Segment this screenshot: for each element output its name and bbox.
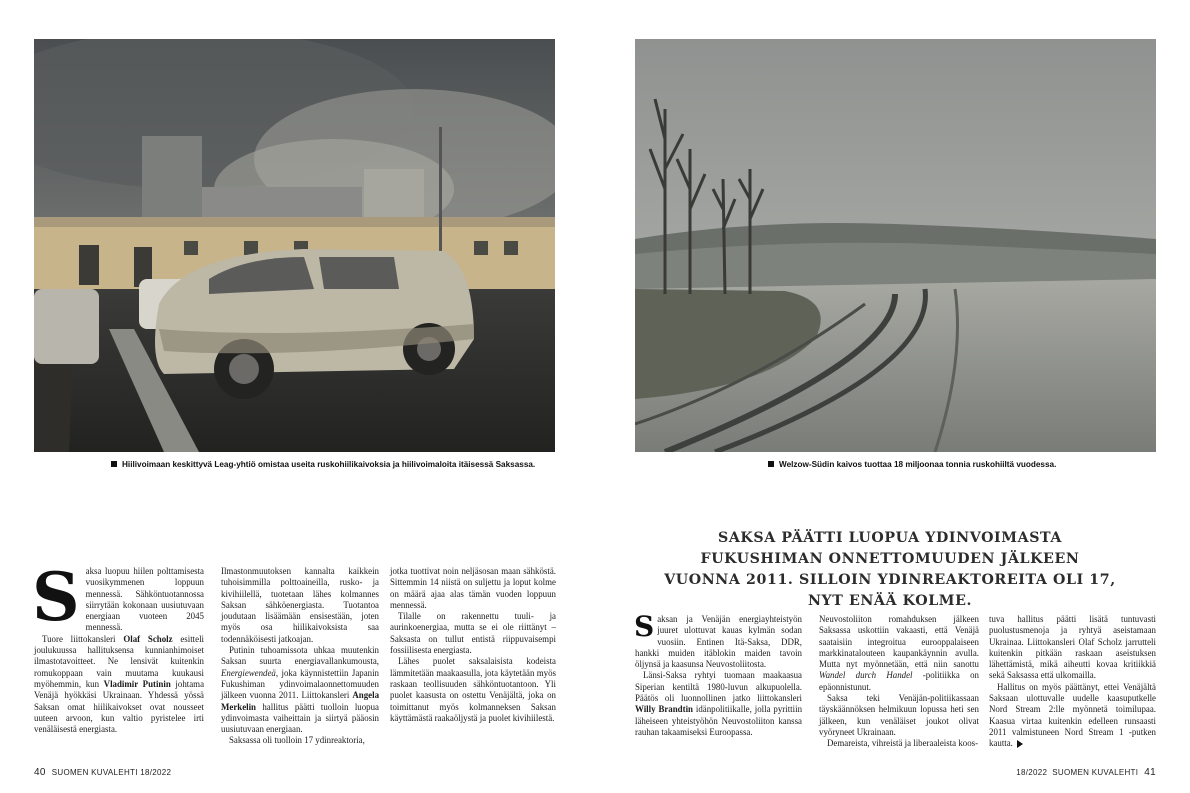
photo-power-plant	[34, 39, 555, 452]
page-number: 40	[34, 767, 46, 778]
drop-cap: S	[32, 558, 80, 636]
caption-right: Welzow-Südin kaivos tuottaa 18 miljoonaa tonnia ruskohiiltä vuodessa.	[768, 460, 1056, 469]
caption-left: Hiilivoimaan keskittyvä Leag-yhtiö omistaa useita ruskohiilikaivoksia ja hiilivoimaloita itäisessä Saksassa.	[111, 460, 535, 469]
caption-square-icon	[111, 461, 117, 467]
folio-left: 40 SUOMEN KUVALEHTI 18/2022	[34, 767, 172, 778]
caption-square-icon	[768, 461, 774, 467]
article-column: jotka tuottivat noin neljäsosan maan sähköstä. Sittemmin 14 niistä on suljettu ja loput kolme on määrä ajaa alas tämän vuoden loppuun mennessä. Tilalle on rakennettu tuuli- ja aurinkoenergiaa, mutta se ei ole riittänyt – Saksasta on tullut entistä riippuvaisempi fossiilisesta energiasta. Lähes puolet saksalaisista kodeista lämmitetään maakaasulla, jota käytetään myös raskaan teollisuuden sähköntuotantoon. Yli puolet kaasusta on ostettu Venäjältä, joka on toimittanut myös kolmanneksen Saksan käyttämästä raakaöljystä ja puolet kivihiilestä.	[390, 566, 556, 723]
pull-quote: SAKSA PÄÄTTI LUOPUA YDINVOIMASTA FUKUSHIMAN ONNETTOMUUDEN JÄLKEEN VUONNA 2011. SILLOIN YDINREAKTOREITA OLI 17, NYT ENÄÄ KOLME.	[664, 530, 1116, 609]
article-column: Saksa luopuu hiilen polttamisesta vuosikymmenen loppuun mennessä. Sähköntuotannossa siirrytään kokonaan uusiutuvaan energiaan vuoteen 2045 mennessä. Tuore liittokansleri Olaf Scholz esitteli joulukuussa hallituksensa kunnianhimoiset ilmastotavoitteet. Ne lensivät kuitenkin romukoppaan vain muutama kuukausi myöhemmin, kun Vladimir Putinin johtama Venäjä hyökkäsi Ukrainaan. Yhdessä yössä Saksan omat hiilikaivokset ovat nousseet uuteen arvoon, kun valtio pyristelee irti venäläisestä energiasta.	[32, 558, 205, 735]
article-column: Ilmastonmuutoksen kannalta kaikkein tuhoisimmilla polttoaineilla, rusko- ja kivihiilellä, tuotetaan lähes kolmannes Saksan sähköenergiasta. Tuotantoa joudutaan lisäämään ensisestään, joten myös osa hiilikaivoksista saa todennäköisesti jatkoajan. Putinin tuhoamissota uhkaa muutenkin Saksan suurta energiavallankumousta, Energiewendeä, joka käynnistettiin Japanin Fukushiman ydinvoimalaonnettomuuden jälkeen vuonna 2011. Liittokansleri Angela Merkelin hallitus päätti tuolloin luopua ydinvoimasta vaiheittain ja siirtyä pääosin uusiutuvaan energiaan. Saksassa oli tuolloin 17 ydinreaktoria,	[221, 566, 379, 746]
end-arrow-icon	[1017, 740, 1023, 748]
article-column: Saksan ja Venäjän energiayhteistyön juuret ulottuvat kauas kylmän sodan vuosiin. Entinen Itä-Saksa, DDR, hankki muiden itäblokin maiden tavoin öljynsä ja kaasunsa Neuvostoliitosta. Länsi-Saksa ryhtyi tuomaan maakaasua Siperian kentiltä 1980-luvun alkupuolella. Päätös oli luonnollinen jatko liittokansleri Willy Brandtin idänpolitiikalle, jolla pyrittiin läheiseen yhteistyöhön Neuvostoliiton kanssa rauhan takaamiseksi Euroopassa.	[634, 610, 803, 737]
drop-cap: S	[634, 610, 655, 643]
article-column: tuva hallitus päätti lisätä tuntuvasti puolustusmenoja ja ryhtyä aseistamaan Ukrainaa. Liittokansleri Olaf Scholz jarrutteli kuitenkin pitkään raskaan aseistuksen lähettämistä, mikä aiheutti kovaa kritiikkiä sekä Saksassa että ulkomailla. Hallitus on myös päättänyt, ettei Venäjältä Saksaan ulottuvalle uudelle kaasuputkelle Nord Stream 2:lle myönnetä toimilupaa. Kaasua virtaa kuitenkin edelleen runsaasti 2011 valmistuneen Nord Stream 1 -putken kautta.	[989, 614, 1156, 749]
article-column: Neuvostoliiton romahduksen jälkeen Saksassa uskottiin vakaasti, että Venäjä saataisiin integroitua eurooppalaiseen markkinatalouteen kaupankäynnin avulla. Mutta nyt myönnetään, että niin sanottu Wandel durch Handel -politiikka on epäonnistunut. Saksa teki Venäjän-politiikassaan täyskäännöksen helmikuun lopussa heti sen jälkeen, kun venäläiset joukot olivat vyöryneet Ukrainaan. Demareista, vihreistä ja liberaaleista koos-	[819, 614, 979, 749]
page-number: 41	[1144, 767, 1156, 778]
folio-right: 18/2022 SUOMEN KUVALEHTI 41	[1016, 767, 1156, 778]
photo-mine-road	[635, 39, 1156, 452]
